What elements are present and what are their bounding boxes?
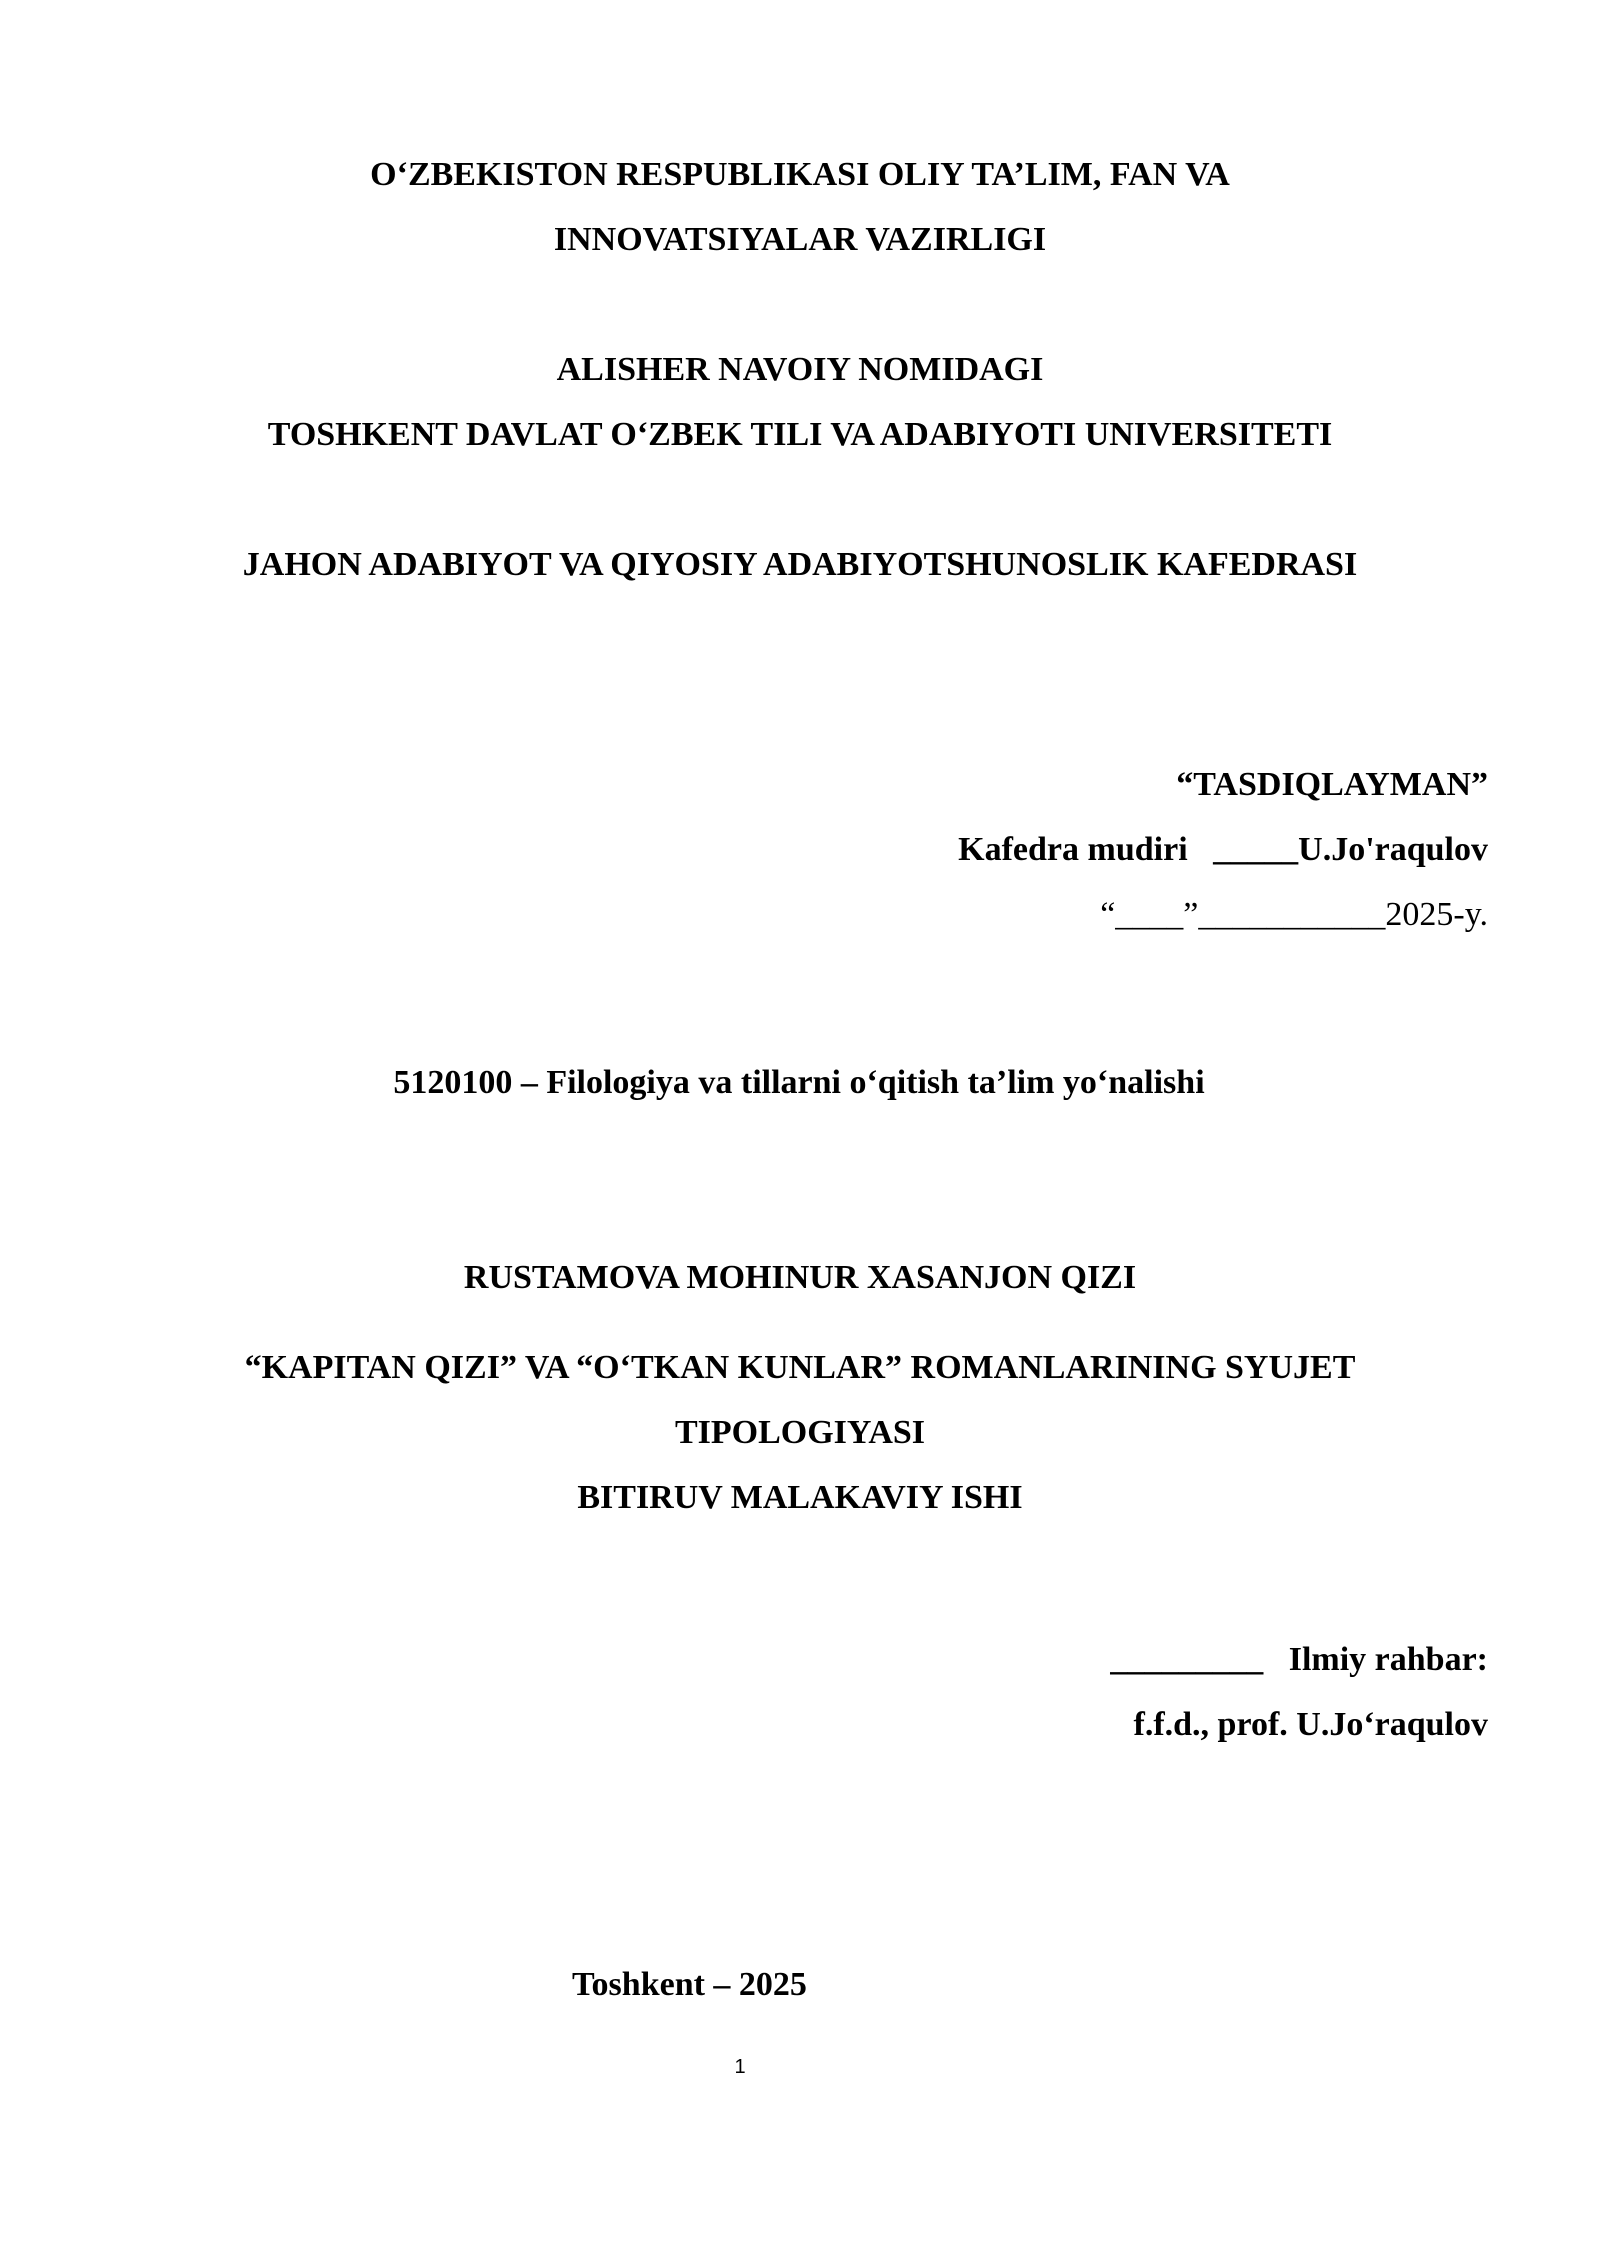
supervisor-label: Ilmiy rahbar: (1288, 1641, 1488, 1678)
supervisor-name: f.f.d., prof. U.Jo‘raqulov (1133, 1706, 1488, 1743)
page-number: 1 (734, 2056, 746, 2078)
approval-signature-blank: _____ (1213, 831, 1299, 868)
department-title: JAHON ADABIYOT VA QIYOSIY ADABIYOTSHUNOSLIK KAFEDRASI (242, 546, 1358, 583)
approval-head-line (958, 830, 1488, 870)
university-title-line1: ALISHER NAVOIY NOMIDAGI (556, 351, 1044, 388)
thesis-title-line1: “KAPITAN QIZI” VA “O‘TKAN KUNLAR” ROMANLARINING SYUJET (244, 1349, 1356, 1386)
program-line: 5120100 – Filologiya va tillarni o‘qitish ta’lim yo‘nalishi (393, 1064, 1205, 1101)
approval-date-line: “____”___________2025-y. (1100, 896, 1488, 933)
supervisor-line (1110, 1640, 1488, 1680)
approval-head-label: Kafedra mudiri (958, 831, 1188, 868)
university-title-line2: TOSHKENT DAVLAT O‘ZBEK TILI VA ADABIYOTI UNIVERSITETI (267, 416, 1333, 453)
thesis-type: BITIRUV MALAKAVIY ISHI (577, 1479, 1023, 1516)
thesis-title-line2: TIPOLOGIYASI (674, 1414, 926, 1451)
ministry-title-line2: INNOVATSIYALAR VAZIRLIGI (553, 221, 1047, 258)
ministry-title-line1: O‘ZBEKISTON RESPUBLIKASI OLIY TA’LIM, FAN VA (370, 156, 1230, 193)
approval-head-name: U.Jo'raqulov (1298, 831, 1488, 868)
author-name: RUSTAMOVA MOHINUR XASANJON QIZI (463, 1259, 1137, 1296)
supervisor-signature-blank: _________ (1110, 1641, 1264, 1678)
place-year: Toshkent – 2025 (572, 1966, 807, 2003)
approval-title: “TASDIQLAYMAN” (1176, 766, 1488, 803)
